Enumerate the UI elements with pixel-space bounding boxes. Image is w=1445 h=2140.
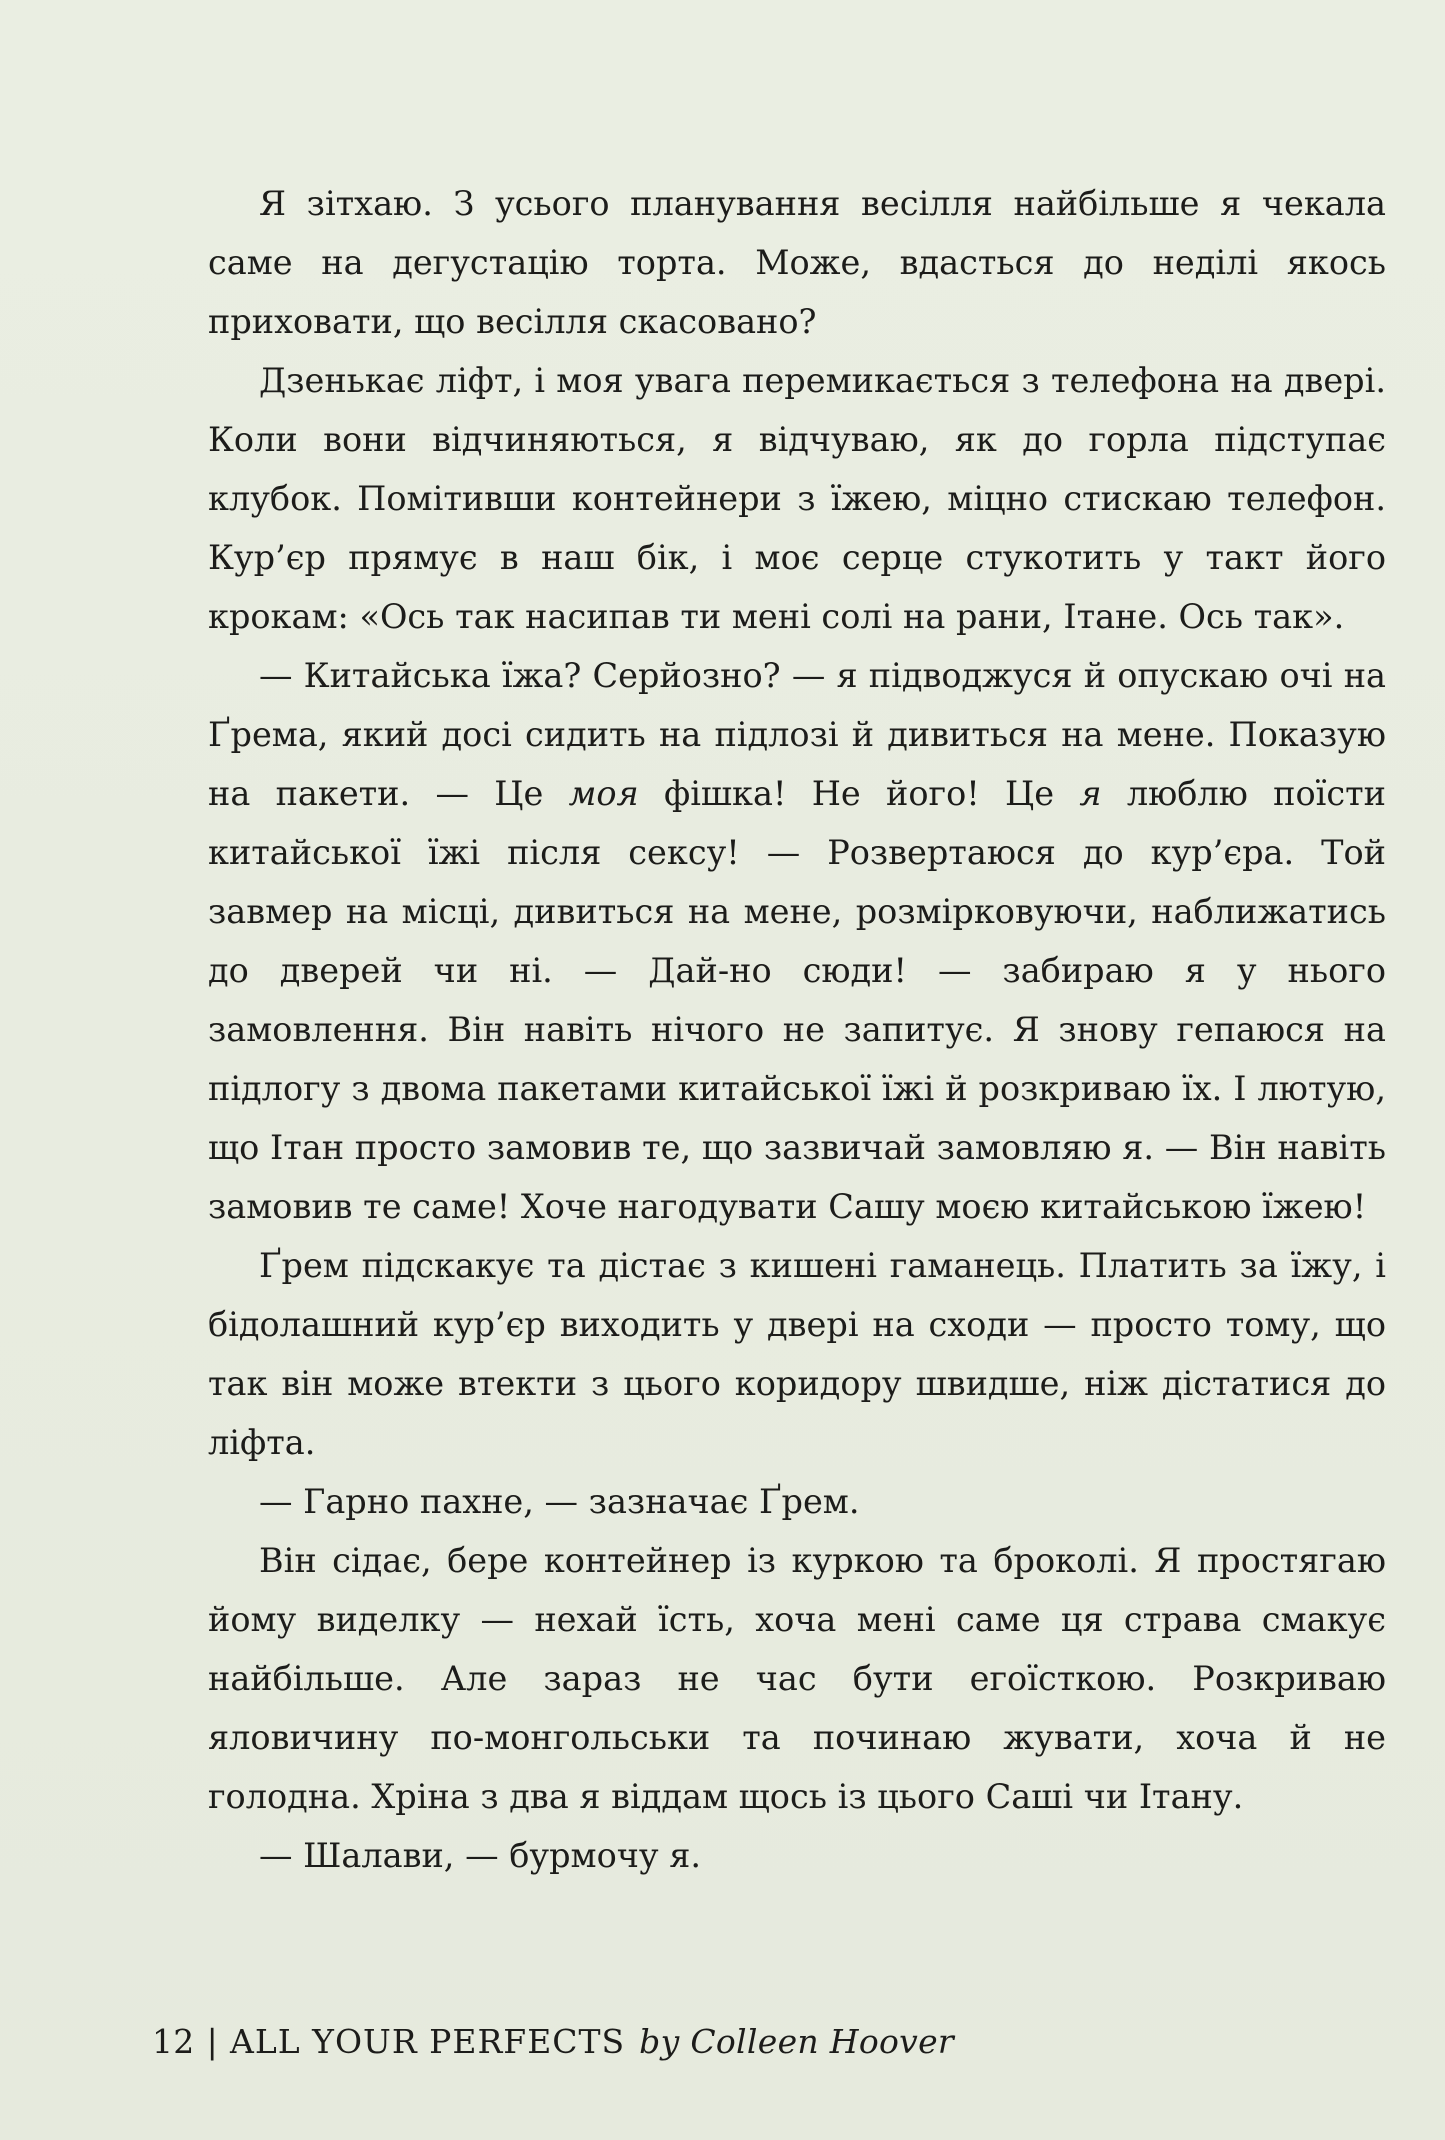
paragraph-1: Я зітхаю. З усього планування весілля найбільше я чекала саме на дегустацію торта. Може, вдасться до неділі якось приховати, що весілля скасовано? (208, 184, 1386, 341)
paragraph-3-part-a: — Китайська їжа? Серйозно? — я підводжуся й опускаю очі на Ґрема, який досі сидить на підлозі й дивиться на мене. Показую на пакети. — Це (208, 656, 1386, 813)
paragraph-7: — Шалави, — бурмочу я. (259, 1836, 702, 1875)
paragraph-3-part-c: люблю поїсти китайської їжі після сексу! — Розвертаюся до кур’єра. Той завмер на місці, дивиться на мене, розмірковуючи, наближатись до дверей чи ні. — Дай-но сюди! — забираю я у нього замовлення. Він навіть нічого не запитує. Я знову гепаюся на підлогу з двома пакетами китайської їжі й розкриваю їх. І лютую, що Ітан просто замовив те, що зазвичай замовляю я. — Він навіть замовив те саме! Хоче нагодувати Сашу моєю китайською їжею! (208, 774, 1386, 1226)
book-title: ALL YOUR PERFECTS (230, 2022, 626, 2061)
page-number: 12 (152, 2022, 195, 2061)
paragraph-3-emphasis-a: моя (568, 774, 639, 813)
paragraph-2: Дзенькає ліфт, і моя увага перемикається з телефона на двері. Коли вони відчиняються, я відчуваю, як до горла підступає клубок. Помітивши контейнери з їжею, міцно стискаю телефон. Кур’єр прямує в наш бік, і моє серце стукотить у такт його крокам: «Ось так насипав ти мені солі на рани, Ітане. Ось так». (208, 361, 1386, 636)
author-name: by Colleen Hoover (639, 2022, 955, 2061)
paragraph-3-emphasis-b: я (1079, 774, 1102, 813)
paragraph-4: Ґрем підскакує та дістає з кишені гаманець. Платить за їжу, і бідолашний кур’єр виходить у двері на сходи — просто тому, що так він може втекти з цього коридору швидше, ніж дістатися до ліфта. (208, 1246, 1386, 1462)
paragraph-3 (208, 646, 1386, 1236)
paragraph-5: — Гарно пахне, — зазначає Ґрем. (259, 1482, 860, 1521)
page-footer (152, 2018, 954, 2066)
body-text (208, 174, 1386, 1885)
paragraph-3-part-b: фішка! Не його! Це (638, 774, 1080, 813)
footer-separator: | (206, 2022, 219, 2061)
paragraph-6: Він сідає, бере контейнер із куркою та броколі. Я простягаю йому виделку — нехай їсть, хоча мені саме ця страва смакує найбільше. Але зараз не час бути егоїсткою. Розкриваю яловичину по-монгольськи та починаю жувати, хоча й не голодна. Хріна з два я віддам щось із цього Саші чи Ітану. (208, 1541, 1386, 1816)
